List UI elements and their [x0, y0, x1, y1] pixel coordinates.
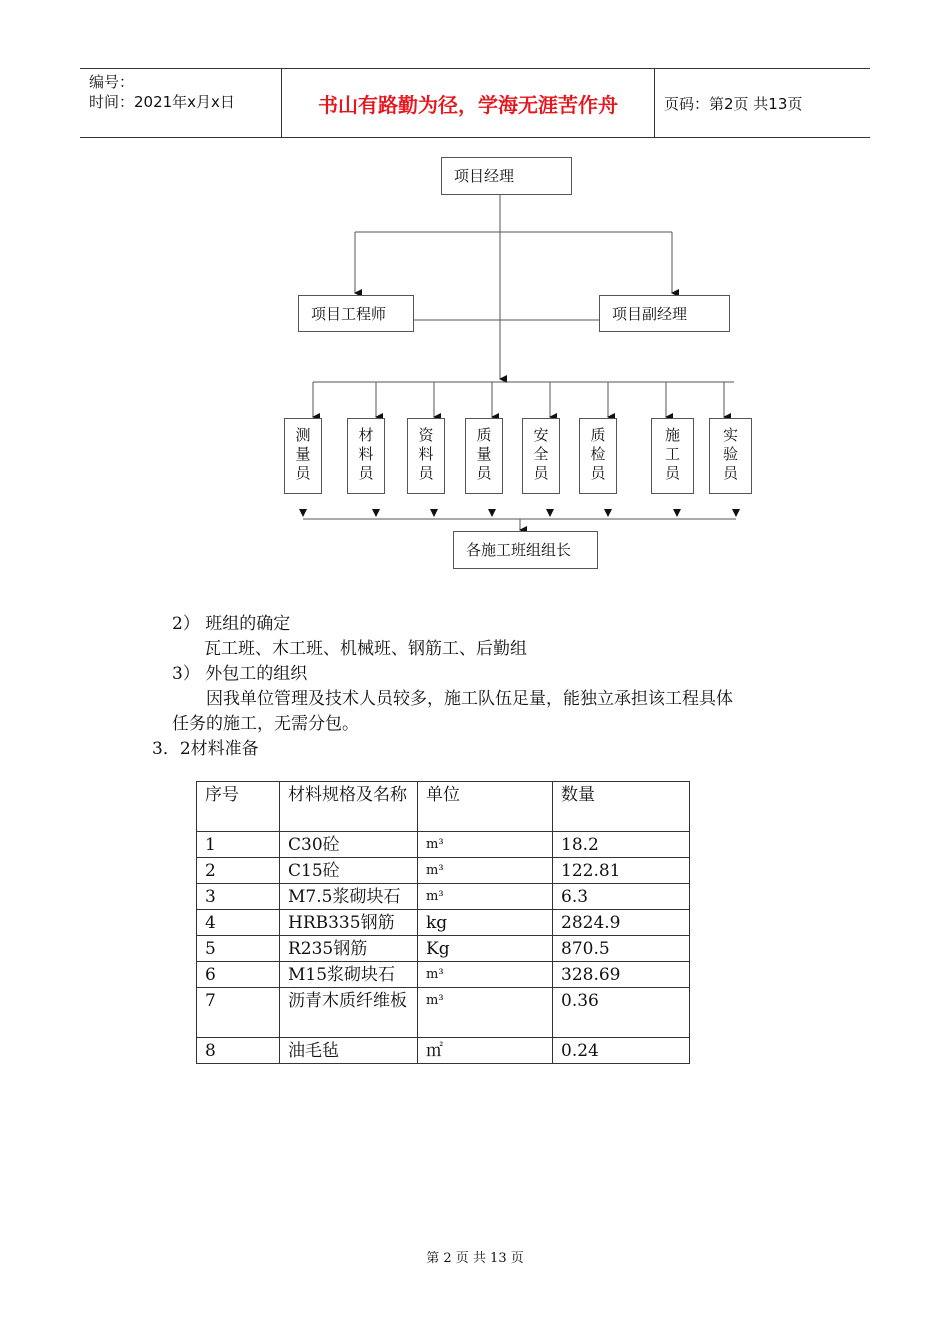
table-cell: kg: [418, 910, 553, 936]
section-3-2-title: 3．2材料准备: [152, 739, 259, 759]
org-box-deputy-manager: 项目副经理: [599, 295, 730, 332]
table-cell: 7: [197, 988, 280, 1038]
table-cell: 3: [197, 884, 280, 910]
table-cell: HRB335钢筋: [280, 910, 418, 936]
table-cell: ㎡: [418, 1038, 553, 1064]
table-row: [197, 988, 690, 1038]
org-box-role: 施 工 员: [651, 418, 694, 494]
table-cell: m³: [418, 858, 553, 884]
table-cell: C15砼: [280, 858, 418, 884]
page-footer: 第 2 页 共 13 页: [426, 1251, 524, 1266]
table-header-cell: 单位: [418, 782, 553, 832]
org-box-role: 实 验 员: [709, 418, 752, 494]
org-box-role: 材 料 员: [347, 418, 385, 494]
header-page-label: 页码：第2页 共13页: [664, 95, 803, 113]
table-cell: 6: [197, 962, 280, 988]
table-row: [197, 1038, 690, 1064]
materials-table: [196, 781, 690, 1064]
table-row: [197, 936, 690, 962]
table-cell: 1: [197, 832, 280, 858]
table-cell: 8: [197, 1038, 280, 1064]
table-cell: 沥青木质纤维板: [280, 988, 418, 1038]
org-box-project-engineer: 项目工程师: [298, 295, 414, 332]
org-box-project-manager: 项目经理: [441, 157, 572, 195]
table-cell: 0.24: [553, 1038, 690, 1064]
time-label: 时间：2021年x月x日: [89, 93, 235, 111]
table-cell: 2824.9: [553, 910, 690, 936]
table-cell: 油毛毡: [280, 1038, 418, 1064]
section-2-title: 2） 班组的确定: [172, 614, 291, 634]
org-box-role: 安 全 员: [522, 418, 560, 494]
table-row: [197, 910, 690, 936]
table-header-row: [197, 782, 690, 832]
table-header-cell: 数量: [553, 782, 690, 832]
table-cell: C30砼: [280, 832, 418, 858]
table-cell: M7.5浆砌块石: [280, 884, 418, 910]
table-row: [197, 832, 690, 858]
table-cell: Kg: [418, 936, 553, 962]
table-header-cell: 序号: [197, 782, 280, 832]
org-box-role: 测 量 员: [284, 418, 322, 494]
table-cell: 6.3: [553, 884, 690, 910]
org-box-role: 资 料 员: [407, 418, 445, 494]
org-box-role: 质 检 员: [579, 418, 617, 494]
table-row: [197, 962, 690, 988]
number-label: 编号：: [89, 73, 135, 91]
section-3-body-line1: 因我单位管理及技术人员较多，施工队伍足量，能独立承担该工程具体: [206, 689, 733, 709]
table-cell: m³: [418, 962, 553, 988]
org-chart-connectors: [0, 0, 950, 600]
table-cell: m³: [418, 832, 553, 858]
table-cell: 4: [197, 910, 280, 936]
table-row: [197, 858, 690, 884]
table-cell: 2: [197, 858, 280, 884]
table-cell: m³: [418, 988, 553, 1038]
table-header-cell: 材料规格及名称: [280, 782, 418, 832]
section-3-title: 3） 外包工的组织: [172, 664, 308, 684]
header-motto: 书山有路勤为径，学海无涯苦作舟: [318, 93, 618, 117]
org-box-role: 质 量 员: [465, 418, 503, 494]
table-cell: 18.2: [553, 832, 690, 858]
table-cell: 5: [197, 936, 280, 962]
table-cell: 328.69: [553, 962, 690, 988]
table-row: [197, 884, 690, 910]
table-cell: 0.36: [553, 988, 690, 1038]
table-cell: m³: [418, 884, 553, 910]
table-cell: M15浆砌块石: [280, 962, 418, 988]
section-2-body: 瓦工班、木工班、机械班、钢筋工、后勤组: [204, 639, 527, 659]
org-box-team-leaders: 各施工班组组长: [453, 531, 598, 569]
table-cell: 122.81: [553, 858, 690, 884]
table-cell: R235钢筋: [280, 936, 418, 962]
section-3-body-line2: 任务的施工，无需分包。: [172, 714, 359, 734]
table-cell: 870.5: [553, 936, 690, 962]
